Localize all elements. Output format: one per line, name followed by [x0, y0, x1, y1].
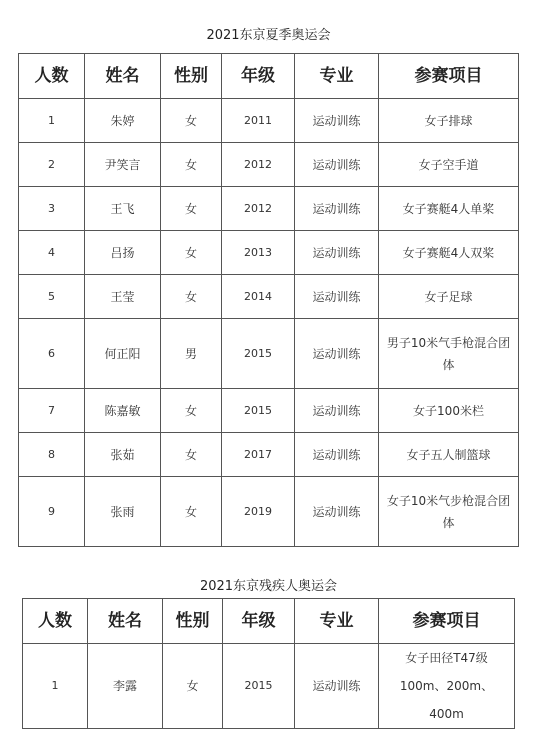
table-row	[19, 433, 519, 477]
cell-name: 尹笑言	[85, 143, 161, 187]
cell-grade: 2012	[222, 187, 295, 231]
table-row	[19, 319, 519, 389]
cell-grade: 2019	[222, 477, 295, 547]
table-row	[19, 143, 519, 187]
cell-event: 女子赛艇4人双桨	[379, 231, 519, 275]
header-sex: 性别	[161, 54, 222, 99]
cell-major: 运动训练	[295, 231, 379, 275]
table1-title: 2021东京夏季奥运会	[206, 28, 331, 43]
cell-sex: 女	[163, 644, 223, 729]
header-grade: 年级	[222, 54, 295, 99]
cell-name: 王莹	[85, 275, 161, 319]
event-line2: 100m、200m、400m	[399, 679, 494, 721]
cell-grade: 2014	[222, 275, 295, 319]
cell-name: 张雨	[85, 477, 161, 547]
cell-no: 6	[19, 319, 85, 389]
cell-major: 运动训练	[295, 187, 379, 231]
cell-no: 9	[19, 477, 85, 547]
header-name: 姓名	[88, 599, 163, 644]
cell-grade: 2011	[222, 99, 295, 143]
table2-title: 2021东京残疾人奥运会	[199, 579, 338, 594]
cell-grade: 2015	[223, 644, 295, 729]
cell-major: 运动训练	[295, 275, 379, 319]
header-grade: 年级	[223, 599, 295, 644]
cell-sex: 女	[161, 187, 222, 231]
cell-grade: 2012	[222, 143, 295, 187]
cell-no: 3	[19, 187, 85, 231]
cell-sex: 女	[161, 231, 222, 275]
cell-no: 8	[19, 433, 85, 477]
cell-no: 4	[19, 231, 85, 275]
cell-sex: 男	[161, 319, 222, 389]
paralympics-table	[22, 598, 515, 729]
cell-sex: 女	[161, 99, 222, 143]
table-row	[19, 275, 519, 319]
cell-name: 何正阳	[85, 319, 161, 389]
cell-name: 陈嘉敏	[85, 389, 161, 433]
cell-event: 女子足球	[379, 275, 519, 319]
header-event: 参赛项目	[379, 54, 519, 99]
table-header-row	[19, 54, 519, 99]
cell-name: 朱婷	[85, 99, 161, 143]
cell-grade: 2015	[222, 389, 295, 433]
cell-event: 女子10米气步枪混合团体	[379, 477, 519, 547]
table-header-row	[23, 599, 515, 644]
cell-name: 王飞	[85, 187, 161, 231]
cell-no: 5	[19, 275, 85, 319]
cell-no: 2	[19, 143, 85, 187]
cell-grade: 2017	[222, 433, 295, 477]
header-count: 人数	[19, 54, 85, 99]
cell-major: 运动训练	[295, 143, 379, 187]
cell-sex: 女	[161, 433, 222, 477]
cell-sex: 女	[161, 477, 222, 547]
cell-event: 女子排球	[379, 99, 519, 143]
header-major: 专业	[295, 599, 379, 644]
table-row	[19, 389, 519, 433]
header-major: 专业	[295, 54, 379, 99]
cell-sex: 女	[161, 143, 222, 187]
cell-no: 1	[19, 99, 85, 143]
table-row	[19, 187, 519, 231]
cell-event	[379, 644, 515, 729]
cell-name: 李露	[88, 644, 163, 729]
cell-name: 吕扬	[85, 231, 161, 275]
cell-major: 运动训练	[295, 319, 379, 389]
cell-major: 运动训练	[295, 644, 379, 729]
cell-no: 7	[19, 389, 85, 433]
header-sex: 性别	[163, 599, 223, 644]
cell-major: 运动训练	[295, 433, 379, 477]
table-row	[19, 477, 519, 547]
table-row	[19, 231, 519, 275]
cell-name: 张茹	[85, 433, 161, 477]
cell-sex: 女	[161, 275, 222, 319]
table-row	[19, 99, 519, 143]
cell-no: 1	[23, 644, 88, 729]
cell-major: 运动训练	[295, 389, 379, 433]
cell-sex: 女	[161, 389, 222, 433]
event-line1: 女子田径T47级	[405, 651, 488, 665]
cell-grade: 2013	[222, 231, 295, 275]
cell-event: 女子空手道	[379, 143, 519, 187]
cell-major: 运动训练	[295, 99, 379, 143]
cell-major: 运动训练	[295, 477, 379, 547]
header-name: 姓名	[85, 54, 161, 99]
cell-event: 女子100米栏	[379, 389, 519, 433]
cell-event: 女子赛艇4人单桨	[379, 187, 519, 231]
header-count: 人数	[23, 599, 88, 644]
cell-grade: 2015	[222, 319, 295, 389]
table-row	[23, 644, 515, 729]
header-event: 参赛项目	[379, 599, 515, 644]
cell-event: 男子10米气手枪混合团体	[379, 319, 519, 389]
summer-olympics-table	[18, 53, 519, 547]
cell-event: 女子五人制篮球	[379, 433, 519, 477]
